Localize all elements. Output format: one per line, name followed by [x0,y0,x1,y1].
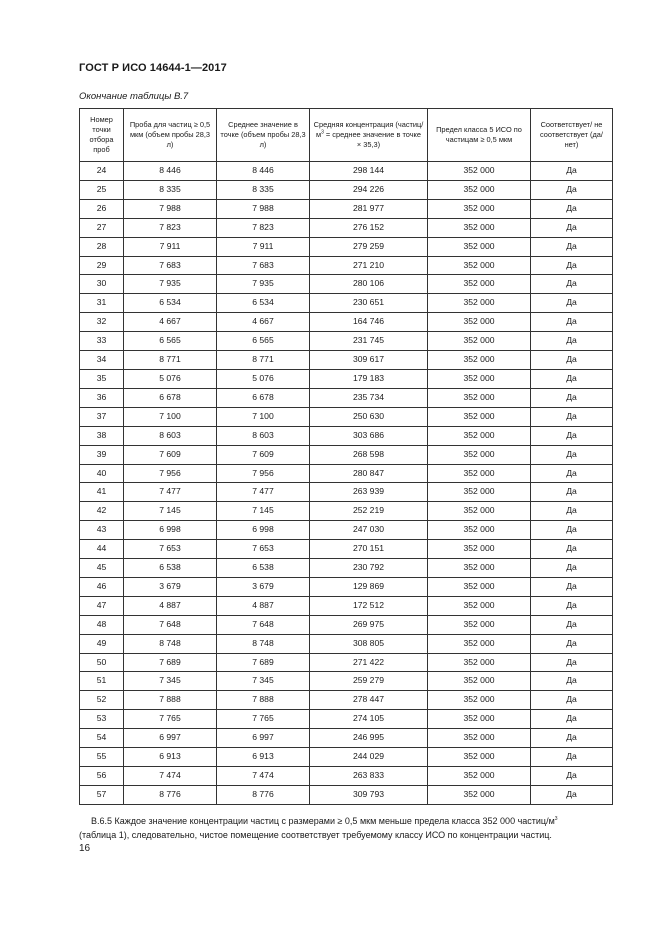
concentration-cell: 244 029 [310,748,428,767]
table-row [80,162,613,181]
concentration-cell: 274 105 [310,710,428,729]
mean-cell: 4 887 [217,596,310,615]
concentration-cell: 271 210 [310,256,428,275]
concentration-cell: 294 226 [310,180,428,199]
class-limit-cell: 352 000 [428,199,531,218]
compliance-cell: Да [531,483,613,502]
class-limit-cell: 352 000 [428,275,531,294]
sample-cell: 6 565 [124,332,217,351]
mean-cell: 7 648 [217,615,310,634]
class-limit-cell: 352 000 [428,369,531,388]
class-limit-cell: 352 000 [428,691,531,710]
sample-cell: 7 648 [124,615,217,634]
mean-cell: 3 679 [217,577,310,596]
page-number: 16 [79,843,91,854]
footnote-line-2: (таблица 1), следовательно, чистое помещение соответствует требуемому классу ИСО по концентрации частиц. [79,829,552,840]
compliance-cell: Да [531,237,613,256]
table-row [80,521,613,540]
concentration-cell: 230 651 [310,294,428,313]
sample-cell: 8 748 [124,634,217,653]
point-number-cell: 28 [80,237,124,256]
sample-cell: 7 477 [124,483,217,502]
compliance-cell: Да [531,748,613,767]
point-number-cell: 25 [80,180,124,199]
class-limit-cell: 352 000 [428,180,531,199]
compliance-cell: Да [531,369,613,388]
class-limit-cell: 352 000 [428,559,531,578]
class-limit-cell: 352 000 [428,332,531,351]
header-mean: Среднее значение в точке (объем пробы 28,3 л) [217,109,310,162]
concentration-cell: 308 805 [310,634,428,653]
compliance-cell: Да [531,256,613,275]
mean-cell: 8 748 [217,634,310,653]
point-number-cell: 37 [80,407,124,426]
mean-cell: 7 689 [217,653,310,672]
compliance-cell: Да [531,180,613,199]
sample-cell: 7 765 [124,710,217,729]
concentration-cell: 230 792 [310,559,428,578]
table-header-row [80,109,613,162]
table-row [80,464,613,483]
point-number-cell: 45 [80,559,124,578]
compliance-cell: Да [531,445,613,464]
point-number-cell: 27 [80,218,124,237]
sample-cell: 7 345 [124,672,217,691]
mean-cell: 7 765 [217,710,310,729]
concentration-cell: 259 279 [310,672,428,691]
concentration-cell: 303 686 [310,426,428,445]
table-row [80,653,613,672]
point-number-cell: 51 [80,672,124,691]
class-limit-cell: 352 000 [428,672,531,691]
concentration-cell: 235 734 [310,388,428,407]
mean-cell: 4 667 [217,313,310,332]
concentration-cell: 279 259 [310,237,428,256]
sample-cell: 7 823 [124,218,217,237]
sample-cell: 7 474 [124,767,217,786]
class-limit-cell: 352 000 [428,577,531,596]
concentration-cell: 246 995 [310,729,428,748]
point-number-cell: 24 [80,162,124,181]
sample-cell: 6 998 [124,521,217,540]
header-point-number: Номер точки отбора проб [80,109,124,162]
concentration-cell: 263 939 [310,483,428,502]
mean-cell: 7 653 [217,540,310,559]
sample-cell: 7 911 [124,237,217,256]
table-row [80,691,613,710]
sample-cell: 7 935 [124,275,217,294]
mean-cell: 8 771 [217,351,310,370]
sample-cell: 7 956 [124,464,217,483]
class-limit-cell: 352 000 [428,351,531,370]
table-row [80,577,613,596]
mean-cell: 6 998 [217,521,310,540]
concentration-cell: 268 598 [310,445,428,464]
mean-cell: 6 678 [217,388,310,407]
compliance-cell: Да [531,767,613,786]
point-number-cell: 40 [80,464,124,483]
compliance-cell: Да [531,218,613,237]
class-limit-cell: 352 000 [428,218,531,237]
table-row [80,388,613,407]
mean-cell: 8 603 [217,426,310,445]
point-number-cell: 34 [80,351,124,370]
table-row [80,710,613,729]
table-row [80,502,613,521]
point-number-cell: 43 [80,521,124,540]
class-limit-cell: 352 000 [428,162,531,181]
table-row [80,180,613,199]
compliance-cell: Да [531,332,613,351]
table-row [80,199,613,218]
compliance-cell: Да [531,351,613,370]
sample-cell: 7 888 [124,691,217,710]
header-compliance: Соответствует/ не соответствует (да/нет) [531,109,613,162]
class-limit-cell: 352 000 [428,540,531,559]
class-limit-cell: 352 000 [428,407,531,426]
point-number-cell: 56 [80,767,124,786]
sample-cell: 7 100 [124,407,217,426]
class-limit-cell: 352 000 [428,785,531,804]
class-limit-cell: 352 000 [428,748,531,767]
concentration-cell: 280 847 [310,464,428,483]
table-caption: Окончание таблицы B.7 [79,91,189,102]
compliance-cell: Да [531,559,613,578]
sample-cell: 6 913 [124,748,217,767]
point-number-cell: 44 [80,540,124,559]
point-number-cell: 36 [80,388,124,407]
mean-cell: 7 100 [217,407,310,426]
mean-cell: 8 776 [217,785,310,804]
table-row [80,332,613,351]
sample-cell: 8 771 [124,351,217,370]
compliance-cell: Да [531,710,613,729]
concentration-cell: 271 422 [310,653,428,672]
class-limit-cell: 352 000 [428,313,531,332]
point-number-cell: 29 [80,256,124,275]
table-row [80,369,613,388]
sample-cell: 7 609 [124,445,217,464]
compliance-cell: Да [531,521,613,540]
table-row [80,483,613,502]
sample-cell: 5 076 [124,369,217,388]
class-limit-cell: 352 000 [428,615,531,634]
table-row [80,540,613,559]
table-row [80,351,613,370]
point-number-cell: 30 [80,275,124,294]
table-row [80,748,613,767]
compliance-cell: Да [531,540,613,559]
mean-cell: 6 913 [217,748,310,767]
point-number-cell: 52 [80,691,124,710]
concentration-cell: 280 106 [310,275,428,294]
class-limit-cell: 352 000 [428,237,531,256]
compliance-cell: Да [531,426,613,445]
sample-cell: 6 538 [124,559,217,578]
point-number-cell: 57 [80,785,124,804]
compliance-cell: Да [531,615,613,634]
concentration-cell: 247 030 [310,521,428,540]
class-limit-cell: 352 000 [428,445,531,464]
mean-cell: 7 345 [217,672,310,691]
sample-cell: 7 988 [124,199,217,218]
compliance-cell: Да [531,634,613,653]
point-number-cell: 49 [80,634,124,653]
mean-cell: 6 997 [217,729,310,748]
concentration-cell: 129 869 [310,577,428,596]
point-number-cell: 31 [80,294,124,313]
point-number-cell: 48 [80,615,124,634]
concentration-cell: 231 745 [310,332,428,351]
concentration-cell: 309 617 [310,351,428,370]
mean-cell: 7 956 [217,464,310,483]
table-row [80,767,613,786]
sample-cell: 8 446 [124,162,217,181]
class-limit-cell: 352 000 [428,256,531,275]
mean-cell: 7 683 [217,256,310,275]
table-row [80,313,613,332]
concentration-cell: 276 152 [310,218,428,237]
concentration-cell: 278 447 [310,691,428,710]
concentration-cell: 179 183 [310,369,428,388]
class-limit-cell: 352 000 [428,521,531,540]
point-number-cell: 38 [80,426,124,445]
footnote-paragraph [79,815,619,842]
class-limit-cell: 352 000 [428,729,531,748]
concentration-cell: 263 833 [310,767,428,786]
class-limit-cell: 352 000 [428,502,531,521]
mean-cell: 7 888 [217,691,310,710]
point-number-cell: 32 [80,313,124,332]
mean-cell: 7 911 [217,237,310,256]
compliance-cell: Да [531,294,613,313]
mean-cell: 6 538 [217,559,310,578]
compliance-cell: Да [531,502,613,521]
table-row [80,672,613,691]
footnote-line-1: В.6.5 Каждое значение концентрации частиц с размерами ≥ 0,5 мкм меньше предела класса 352 000 частиц/м [91,816,555,826]
mean-cell: 7 935 [217,275,310,294]
table-row [80,634,613,653]
compliance-cell: Да [531,275,613,294]
mean-cell: 8 446 [217,162,310,181]
point-number-cell: 42 [80,502,124,521]
concentration-cell: 172 512 [310,596,428,615]
compliance-cell: Да [531,577,613,596]
mean-cell: 6 534 [217,294,310,313]
compliance-cell: Да [531,199,613,218]
sample-cell: 6 678 [124,388,217,407]
table-row [80,237,613,256]
table-row [80,559,613,578]
class-limit-cell: 352 000 [428,426,531,445]
sample-cell: 6 534 [124,294,217,313]
class-limit-cell: 352 000 [428,767,531,786]
table-row [80,615,613,634]
point-number-cell: 33 [80,332,124,351]
mean-cell: 6 565 [217,332,310,351]
table-row [80,729,613,748]
sample-cell: 7 145 [124,502,217,521]
compliance-cell: Да [531,464,613,483]
compliance-cell: Да [531,313,613,332]
class-limit-cell: 352 000 [428,388,531,407]
concentration-cell: 269 975 [310,615,428,634]
concentration-cell: 164 746 [310,313,428,332]
header-class-limit: Предел класса 5 ИСО по частицам ≥ 0,5 мкм [428,109,531,162]
compliance-cell: Да [531,729,613,748]
table-row [80,275,613,294]
header-sample: Проба для частиц ≥ 0,5 мкм (объем пробы 28,3 л) [124,109,217,162]
sample-cell: 8 603 [124,426,217,445]
mean-cell: 7 823 [217,218,310,237]
class-limit-cell: 352 000 [428,596,531,615]
sample-cell: 8 335 [124,180,217,199]
mean-cell: 7 988 [217,199,310,218]
compliance-cell: Да [531,653,613,672]
header-concentration: Средняя концентрация ($частиц/м^3$ = среднее значение в точке × 35,3) [310,109,428,162]
sample-cell: 6 997 [124,729,217,748]
footnote-superscript: 3 [554,816,558,822]
sample-cell: 4 667 [124,313,217,332]
class-limit-cell: 352 000 [428,653,531,672]
table-row [80,294,613,313]
mean-cell: 7 145 [217,502,310,521]
document-header: ГОСТ Р ИСО 14644-1—2017 [79,62,227,74]
table-row [80,218,613,237]
sample-cell: 7 689 [124,653,217,672]
concentration-cell: 250 630 [310,407,428,426]
concentration-cell: 270 151 [310,540,428,559]
concentration-cell: 309 793 [310,785,428,804]
sample-cell: 8 776 [124,785,217,804]
compliance-cell: Да [531,162,613,181]
compliance-cell: Да [531,672,613,691]
sample-cell: 7 683 [124,256,217,275]
sample-cell: 4 887 [124,596,217,615]
compliance-cell: Да [531,407,613,426]
mean-cell: 7 474 [217,767,310,786]
point-number-cell: 53 [80,710,124,729]
class-limit-cell: 352 000 [428,483,531,502]
point-number-cell: 41 [80,483,124,502]
table-row [80,407,613,426]
data-table [79,108,613,805]
sample-cell: 7 653 [124,540,217,559]
mean-cell: 7 477 [217,483,310,502]
mean-cell: 8 335 [217,180,310,199]
compliance-cell: Да [531,596,613,615]
table-row [80,785,613,804]
table-row [80,426,613,445]
concentration-cell: 281 977 [310,199,428,218]
compliance-cell: Да [531,388,613,407]
class-limit-cell: 352 000 [428,464,531,483]
class-limit-cell: 352 000 [428,634,531,653]
table-row [80,256,613,275]
point-number-cell: 50 [80,653,124,672]
mean-cell: 7 609 [217,445,310,464]
class-limit-cell: 352 000 [428,710,531,729]
point-number-cell: 46 [80,577,124,596]
point-number-cell: 26 [80,199,124,218]
concentration-cell: 298 144 [310,162,428,181]
compliance-cell: Да [531,785,613,804]
point-number-cell: 47 [80,596,124,615]
point-number-cell: 39 [80,445,124,464]
class-limit-cell: 352 000 [428,294,531,313]
table-row [80,596,613,615]
mean-cell: 5 076 [217,369,310,388]
point-number-cell: 54 [80,729,124,748]
point-number-cell: 55 [80,748,124,767]
compliance-cell: Да [531,691,613,710]
table-body [80,162,613,805]
table-row [80,445,613,464]
sample-cell: 3 679 [124,577,217,596]
point-number-cell: 35 [80,369,124,388]
concentration-cell: 252 219 [310,502,428,521]
